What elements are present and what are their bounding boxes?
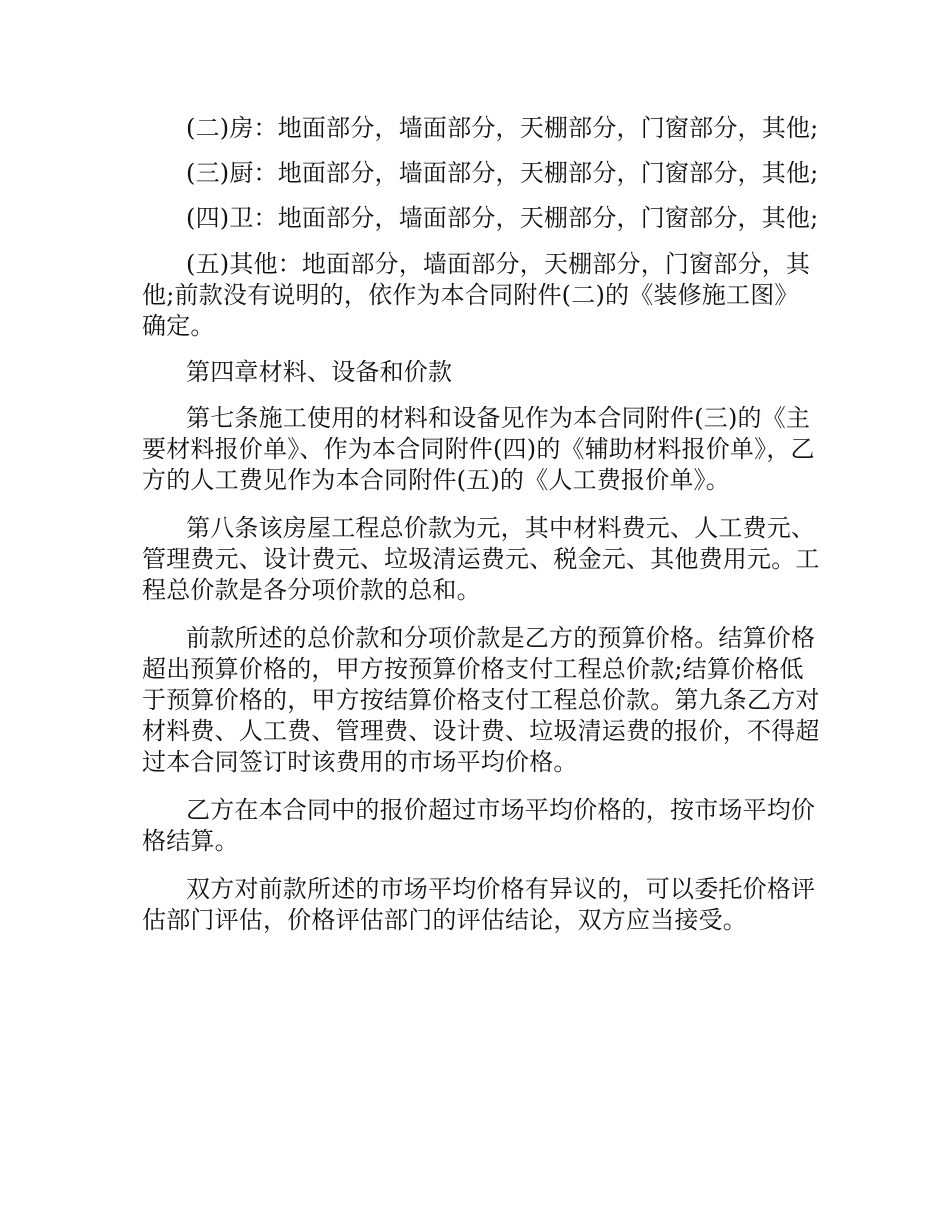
article-8-paragraph: 第八条该房屋工程总价款为元，其中材料费元、人工费元、管理费元、设计费元、垃圾清运费元、税金元、其他费用元。工程总价款是各分项价款的总和。 <box>142 514 820 604</box>
paragraph-kitchen: (三)厨：地面部分，墙面部分，天棚部分，门窗部分，其他; <box>186 159 819 187</box>
paragraph-bedroom: (二)房：地面部分，墙面部分，天棚部分，门窗部分，其他; <box>186 114 819 142</box>
paragraph-other-areas: (五)其他：地面部分，墙面部分，天棚部分，门窗部分，其他;前款没有说明的，依作为本合同附件(二)的《装修施工图》确定。 <box>142 250 811 340</box>
price-dispute-paragraph: 双方对前款所述的市场平均价格有异议的，可以委托价格评估部门评估，价格评估部门的评估结论，双方应当接受。 <box>142 875 816 934</box>
budget-settlement-paragraph: 前款所述的总价款和分项价款是乙方的预算价格。结算价格超出预算价格的，甲方按预算价格支付工程总价款;结算价格低于预算价格的，甲方按结算价格支付工程总价款。第九条乙方对材料费、人工费、管理费、设计费、垃圾清运费的报价，不得超过本合同签订时该费用的市场平均价格。 <box>142 624 820 776</box>
document-body <box>142 113 822 936</box>
paragraph-bathroom: (四)卫：地面部分，墙面部分，天棚部分，门窗部分，其他; <box>186 204 819 232</box>
market-price-paragraph: 乙方在本合同中的报价超过市场平均价格的，按市场平均价格结算。 <box>142 796 816 855</box>
article-7-paragraph: 第七条施工使用的材料和设备见作为本合同附件(三)的《主要材料报价单》、作为本合同附件(四)的《辅助材料报价单》，乙方的人工费见作为本合同附件(五)的《人工费报价单》。 <box>142 404 815 494</box>
chapter-heading: 第四章材料、设备和价款 <box>186 358 453 386</box>
